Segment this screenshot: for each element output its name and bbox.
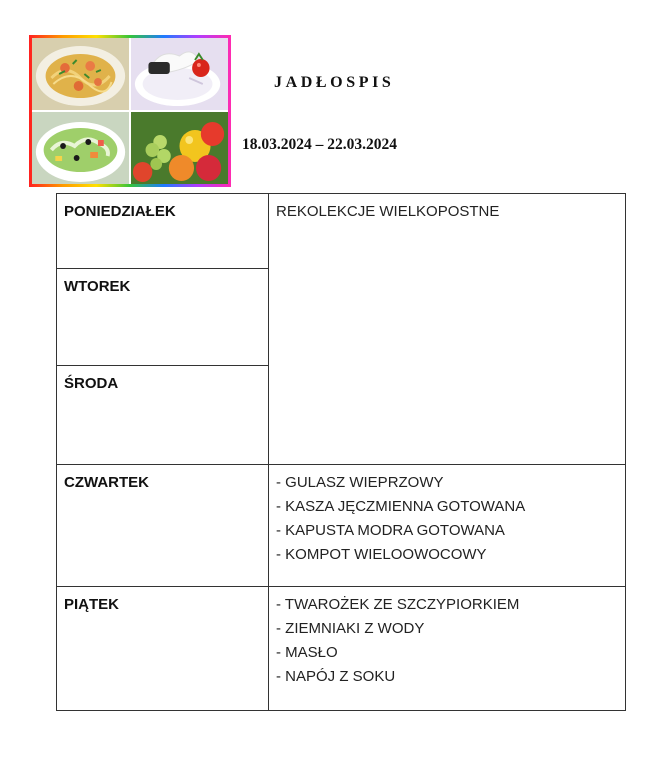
salad-photo bbox=[32, 112, 129, 184]
pasta-dish-photo bbox=[32, 38, 129, 110]
date-range: 18.03.2024 – 22.03.2024 bbox=[242, 136, 397, 153]
plated-dessert-photo bbox=[131, 38, 228, 110]
friday-dish-list bbox=[276, 593, 618, 689]
page-title: JADŁOSPIS bbox=[274, 74, 395, 91]
list-item: - KAPUSTA MODRA GOTOWANA bbox=[276, 519, 618, 543]
fruit-bowl-photo bbox=[131, 112, 228, 184]
list-item: - NAPÓJ Z SOKU bbox=[276, 665, 618, 689]
menu-table bbox=[56, 193, 626, 711]
list-item: - GULASZ WIEPRZOWY bbox=[276, 471, 618, 495]
list-item: - TWAROŻEK ZE SZCZYPIORKIEM bbox=[276, 593, 618, 617]
day-label-monday: PONIEDZIAŁEK bbox=[64, 203, 176, 220]
day-cell-friday bbox=[57, 586, 269, 710]
day-cell-wednesday bbox=[57, 366, 269, 464]
retreat-note: REKOLEKCJE WIELKOPOSTNE bbox=[276, 203, 500, 220]
list-item: - KOMPOT WIELOOWOCOWY bbox=[276, 543, 618, 567]
list-item: - ZIEMNIAKI Z WODY bbox=[276, 617, 618, 641]
table-row-thursday bbox=[57, 464, 626, 586]
day-cell-thursday bbox=[57, 464, 269, 586]
table-row-friday bbox=[57, 586, 626, 710]
thursday-dish-list bbox=[276, 471, 618, 567]
day-cell-tuesday bbox=[57, 269, 269, 366]
day-label-tuesday: WTOREK bbox=[64, 278, 131, 296]
list-item: - KASZA JĘCZMIENNA GOTOWANA bbox=[276, 495, 618, 519]
dish-cell-thursday bbox=[269, 464, 626, 586]
photo-grid bbox=[32, 38, 228, 184]
table-row-monday bbox=[57, 194, 626, 269]
food-photo-collage bbox=[29, 35, 231, 187]
day-label-wednesday: ŚRODA bbox=[64, 375, 119, 393]
dish-cell-friday bbox=[269, 586, 626, 710]
list-item: - MASŁO bbox=[276, 641, 618, 665]
day-cell-monday bbox=[57, 194, 269, 269]
dish-cell-mon-wed bbox=[269, 194, 626, 465]
day-label-friday: PIĄTEK bbox=[64, 595, 120, 613]
day-label-thursday: CZWARTEK bbox=[64, 473, 149, 491]
